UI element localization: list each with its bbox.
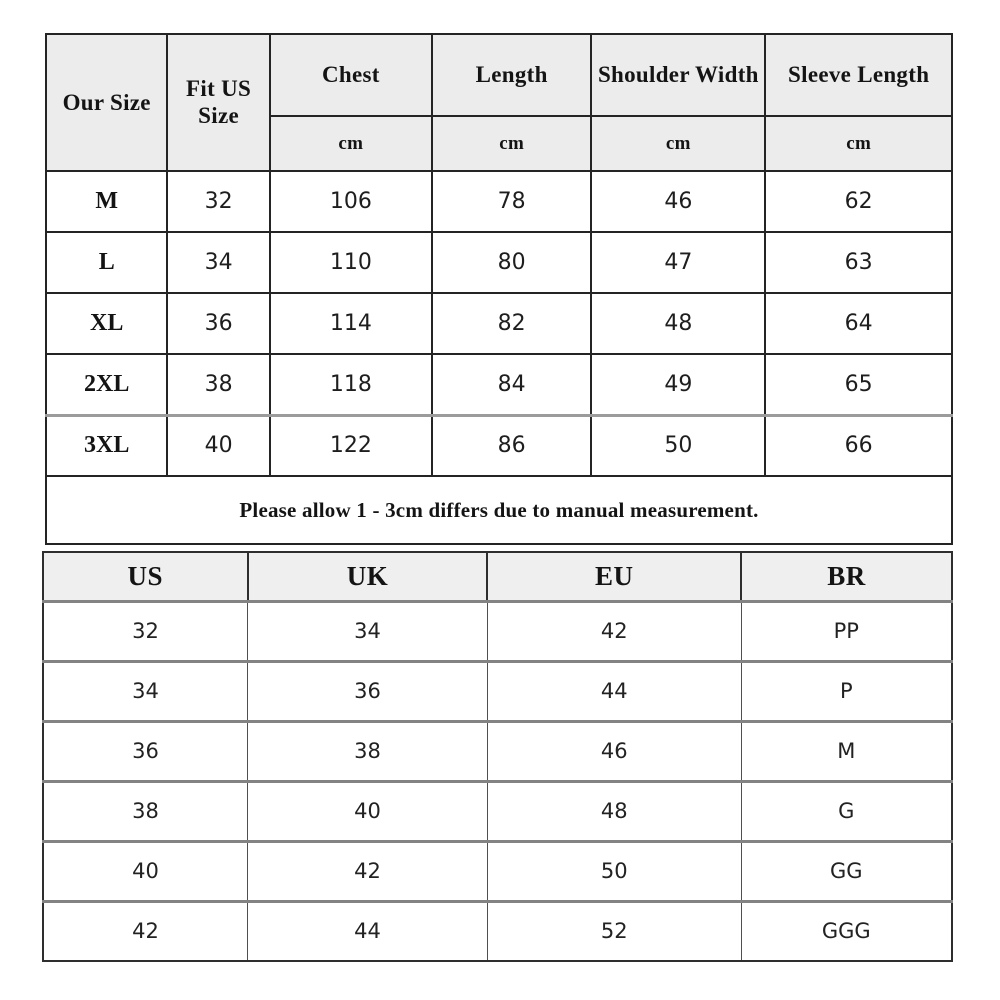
unit-chest: cm [270,116,432,171]
size-label: XL [46,293,167,354]
header-sleeve-length: Sleeve Length [765,34,952,116]
header-uk: UK [248,552,488,601]
eu-value: 46 [487,721,741,781]
shoulder-value: 46 [591,171,765,232]
uk-value: 42 [248,841,488,901]
eu-value: 48 [487,781,741,841]
header-br: BR [741,552,952,601]
measurement-note: Please allow 1 - 3cm differs due to manual measurement. [46,476,952,544]
eu-value: 50 [487,841,741,901]
header-our-size: Our Size [46,34,167,171]
header-us: US [43,552,248,601]
uk-value: 38 [248,721,488,781]
uk-value: 44 [248,901,488,961]
fit-us-value: 32 [167,171,269,232]
conversion-row [43,661,952,721]
chest-value: 114 [270,293,432,354]
fit-us-value: 34 [167,232,269,293]
br-value: P [741,661,952,721]
size-row-l [46,232,952,293]
conversion-row [43,601,952,661]
length-value: 86 [432,415,591,476]
shoulder-value: 47 [591,232,765,293]
size-conversion-table [42,551,953,962]
header-fit-us-size: Fit US Size [167,34,269,171]
shoulder-value: 50 [591,415,765,476]
size-row-xl [46,293,952,354]
length-value: 78 [432,171,591,232]
chest-value: 122 [270,415,432,476]
conversion-row [43,901,952,961]
conversion-row [43,841,952,901]
measurements-table [45,33,953,545]
br-value: G [741,781,952,841]
us-value: 34 [43,661,248,721]
shoulder-value: 48 [591,293,765,354]
size-label: 2XL [46,354,167,415]
shoulder-value: 49 [591,354,765,415]
size-row-3xl [46,415,952,476]
length-value: 80 [432,232,591,293]
sleeve-value: 65 [765,354,952,415]
header-shoulder-width: Shoulder Width [591,34,765,116]
size-label: 3XL [46,415,167,476]
measurements-header-row [46,34,952,116]
br-value: GGG [741,901,952,961]
sleeve-value: 63 [765,232,952,293]
unit-length: cm [432,116,591,171]
size-row-2xl [46,354,952,415]
uk-value: 34 [248,601,488,661]
us-value: 40 [43,841,248,901]
size-row-m [46,171,952,232]
size-label: M [46,171,167,232]
header-length: Length [432,34,591,116]
header-eu: EU [487,552,741,601]
unit-sleeve-length: cm [765,116,952,171]
fit-us-value: 40 [167,415,269,476]
size-label: L [46,232,167,293]
sleeve-value: 62 [765,171,952,232]
eu-value: 42 [487,601,741,661]
measurement-note-row [46,476,952,544]
conversion-row [43,721,952,781]
length-value: 82 [432,293,591,354]
chest-value: 118 [270,354,432,415]
br-value: M [741,721,952,781]
uk-value: 36 [248,661,488,721]
br-value: GG [741,841,952,901]
length-value: 84 [432,354,591,415]
br-value: PP [741,601,952,661]
fit-us-value: 38 [167,354,269,415]
uk-value: 40 [248,781,488,841]
us-value: 32 [43,601,248,661]
us-value: 42 [43,901,248,961]
chest-value: 106 [270,171,432,232]
conversion-row [43,781,952,841]
conversion-header-row [43,552,952,601]
fit-us-value: 36 [167,293,269,354]
eu-value: 44 [487,661,741,721]
unit-shoulder-width: cm [591,116,765,171]
sleeve-value: 64 [765,293,952,354]
sleeve-value: 66 [765,415,952,476]
chest-value: 110 [270,232,432,293]
us-value: 38 [43,781,248,841]
header-chest: Chest [270,34,432,116]
us-value: 36 [43,721,248,781]
eu-value: 52 [487,901,741,961]
